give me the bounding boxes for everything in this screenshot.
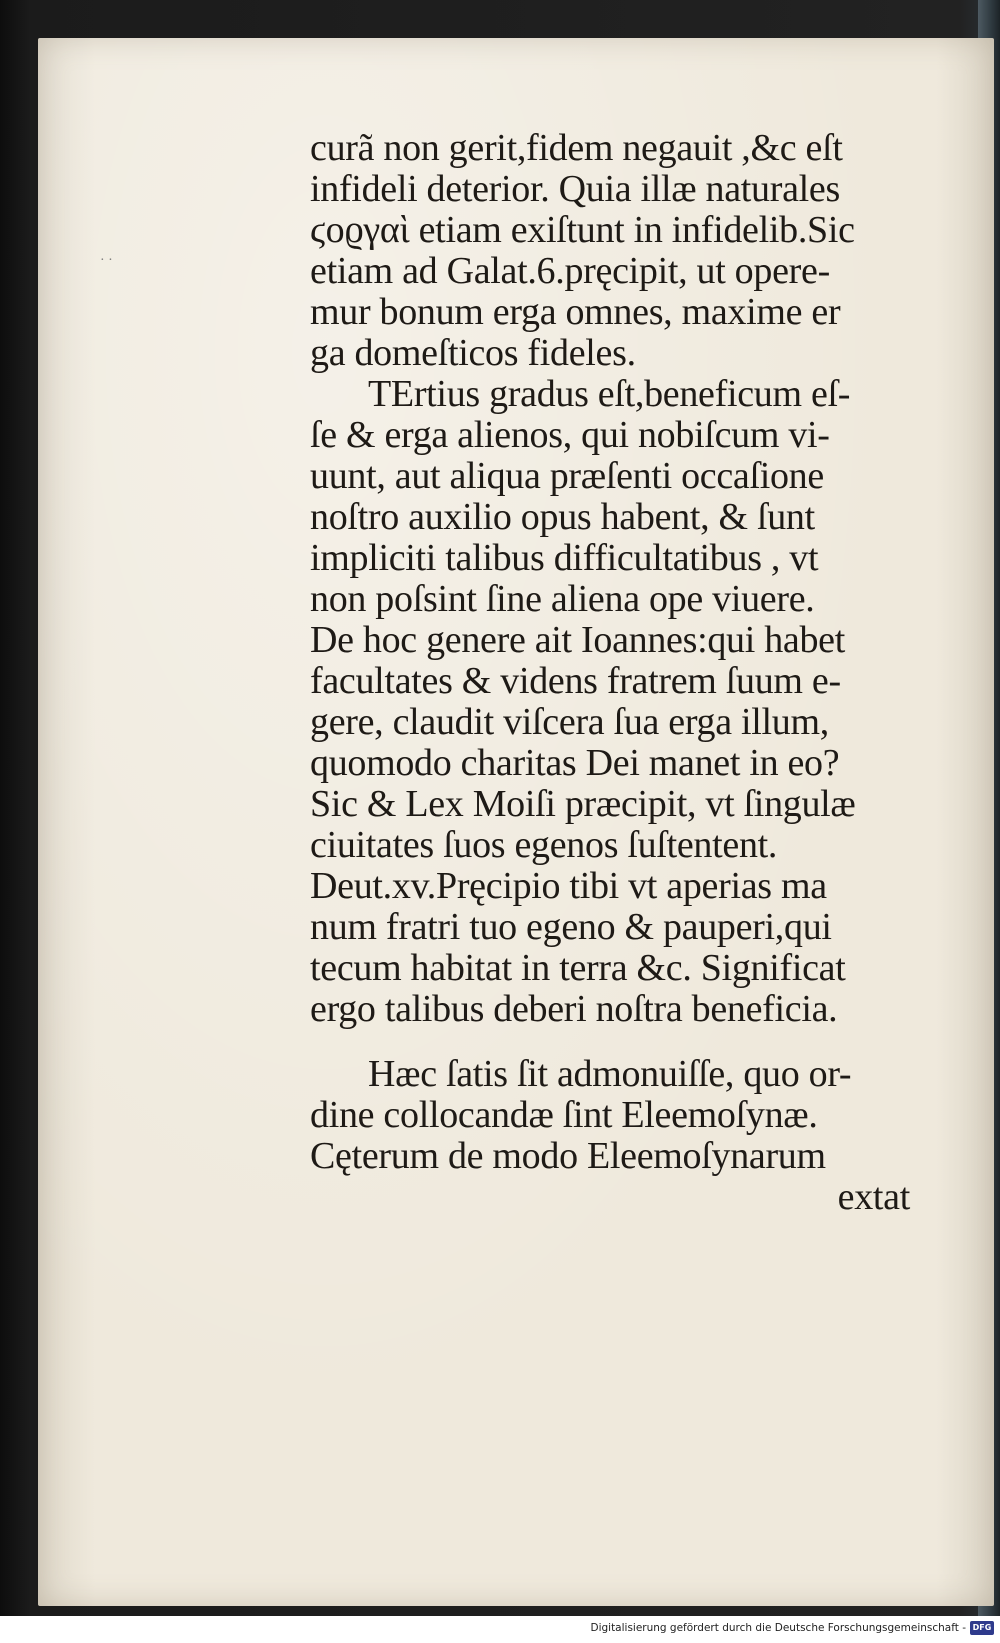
text-line: dine collocandæ ſint Eleemoſynæ. xyxy=(310,1094,818,1136)
text-line: ϛοϱγαὶ etiam exiſtunt in infidelib.Sic xyxy=(310,209,855,251)
margin-marks: · · xyxy=(100,253,113,268)
text-line: infideli deterior. Quia illæ naturales xyxy=(310,168,840,210)
paragraph-start-line: Hæc ſatis ſit admonuiſſe, quo or- xyxy=(368,1053,852,1095)
footer-credit: Digitalisierung gefördert durch die Deutsche Forschungsgemeinschaft - xyxy=(590,1622,966,1634)
text-line: ga domeſticos fideles. xyxy=(310,332,636,374)
text-line: De hoc genere ait Ioannes:qui habet xyxy=(310,619,845,661)
paragraph-start-line: TErtius gradus eſt,beneficum eſ- xyxy=(368,373,851,415)
text-line: gere, claudit viſcera ſua erga illum, xyxy=(310,701,829,743)
text-line: ergo talibus deberi noſtra beneficia. xyxy=(310,988,838,1030)
text-line: noſtro auxilio opus habent, & ſunt xyxy=(310,496,815,538)
text-line: curã non gerit,fidem negauit ,&c eſt xyxy=(310,127,843,169)
text-line: uunt, aut aliqua præſenti occaſione xyxy=(310,455,824,497)
text-line: facultates & videns fratrem ſuum e- xyxy=(310,660,841,702)
dfg-logo: DFG xyxy=(970,1621,994,1635)
page-text xyxy=(310,128,950,1218)
text-line: etiam ad Galat.6.pręcipit, ut opere- xyxy=(310,250,830,292)
digitization-footer xyxy=(0,1616,1000,1643)
text-line: mur bonum erga omnes, maxime er xyxy=(310,291,841,333)
catchword: extat xyxy=(837,1176,910,1218)
text-line: ciuitates ſuos egenos ſuſtentent. xyxy=(310,824,778,866)
text-line: impliciti talibus difficultatibus , vt xyxy=(310,537,819,579)
text-line: Deut.xv.Pręcipio tibi vt aperias ma xyxy=(310,865,827,907)
text-line: quomodo charitas Dei manet in eo? xyxy=(310,742,840,784)
text-line: num fratri tuo egeno & pauperi,qui xyxy=(310,906,832,948)
paragraph-gap xyxy=(310,1030,950,1054)
text-line: non poſsint ſine aliena ope viuere. xyxy=(310,578,815,620)
text-line: tecum habitat in terra &c. Significat xyxy=(310,947,846,989)
text-line: Sic & Lex Moiſi præcipit, vt ſingulæ xyxy=(310,783,856,825)
text-line: ſe & erga alienos, qui nobiſcum vi- xyxy=(310,414,830,456)
text-line: Cęterum de modo Eleemoſynarum xyxy=(310,1135,826,1177)
